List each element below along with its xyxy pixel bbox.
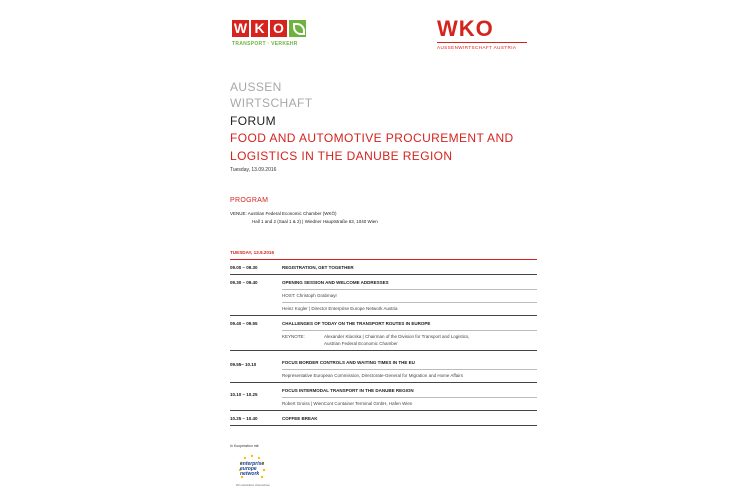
- agenda-row: [230, 411, 537, 426]
- een-footer: Wir unterstützen Unternehmen: [236, 484, 271, 487]
- agenda-speaker: Representative European Commission, Directorate-General for Migration and Home Affairs: [282, 369, 537, 379]
- agenda-row: [230, 275, 537, 316]
- keynote-label: KEYNOTE:: [282, 334, 305, 339]
- keynote-speaker: Alexander Klacska | Chairman of the Division for Transport and Logistics,: [324, 334, 470, 339]
- cooperation-label: In Kooperation mit:: [230, 444, 260, 448]
- agenda-title: FOCUS INTERMODAL TRANSPORT IN THE DANUBE REGION: [282, 388, 414, 393]
- agenda-row: [230, 260, 537, 275]
- agenda-row: [230, 351, 537, 383]
- agenda-title: COFFEE BREAK: [282, 416, 318, 421]
- agenda-time: 09.00 – 09.30: [230, 265, 258, 270]
- venue-line1: VENUE: Austrian Federal Economic Chamber (WKÖ): [230, 211, 337, 216]
- leaf-icon: [289, 20, 306, 37]
- een-line1: enterprise: [240, 461, 265, 467]
- event-title-line1: FOOD AND AUTOMOTIVE PROCUREMENT AND: [230, 131, 514, 145]
- logo-left-tagline: TRANSPORT · VERKEHR: [232, 41, 298, 47]
- agenda-day-heading: TUESDAY, 13.9.2016: [230, 250, 537, 260]
- agenda-time: 10.25 – 10.40: [230, 416, 258, 421]
- agenda-title: CHALLENGES OF TODAY ON THE TRANSPORT ROUTES IN EUROPE: [282, 321, 431, 326]
- header-line-wirtschaft: WIRTSCHAFT: [230, 96, 313, 110]
- header-line-aussen: AUSSEN: [230, 80, 282, 94]
- agenda-host: HOST: Christoph Grabmayr: [282, 289, 537, 299]
- agenda-row: [230, 383, 537, 411]
- venue-line2: Hall 1 and 2 (Saal 1 & 2) | Wiedner Hauptstraße 63, 1040 Wien: [252, 219, 378, 224]
- enterprise-europe-network-logo: [232, 453, 272, 489]
- een-line2: europe: [240, 466, 257, 472]
- logo-letter-o: O: [270, 20, 287, 37]
- agenda-title: FOCUS BORDER CONTROLS AND WAITING TIMES IN THE EU: [282, 360, 415, 365]
- agenda-speaker: Robert Groiss | WienCont Container Terminal GmbH, Hafen Wien: [282, 397, 537, 407]
- agenda-speaker: Heinz Kogler | Director Enterprise Europe Network Austria: [282, 302, 537, 312]
- event-date: Tuesday, 13.09.2016: [230, 167, 277, 173]
- agenda-keynote: [282, 330, 537, 347]
- header-forum: FORUM: [230, 114, 276, 128]
- event-title-line2: LOGISTICS IN THE DANUBE REGION: [230, 149, 453, 163]
- logo-letter-w: W: [233, 20, 248, 36]
- agenda-title: OPENING SESSION AND WELCOME ADDRESSES: [282, 280, 389, 285]
- wko-aussenwirtschaft-logo: [437, 18, 527, 52]
- agenda-row: [230, 316, 537, 351]
- program-heading: PROGRAM: [230, 197, 269, 204]
- venue-block: [230, 210, 378, 226]
- logo-divider: [437, 42, 527, 43]
- keynote-org: Austrian Federal Economic Chamber: [324, 341, 398, 346]
- logo-right-tagline: AUSSENWIRTSCHAFT AUSTRIA: [437, 45, 517, 50]
- agenda-time: 09.55– 10.10: [230, 362, 257, 367]
- agenda-table: [230, 250, 537, 426]
- agenda-title: REGISTRATION, GET TOGETHER: [282, 265, 354, 270]
- een-line3: network: [240, 471, 260, 477]
- een-wordmark: [240, 462, 264, 477]
- agenda-time: 10.10 – 10.25: [230, 392, 258, 397]
- agenda-time: 09.40 – 09.55: [230, 321, 258, 326]
- agenda-time: 09.30 – 09.40: [230, 280, 258, 285]
- logo-right-brand: WKO: [437, 16, 494, 41]
- logo-letter-k: K: [251, 20, 268, 37]
- wko-transport-logo: [232, 20, 312, 54]
